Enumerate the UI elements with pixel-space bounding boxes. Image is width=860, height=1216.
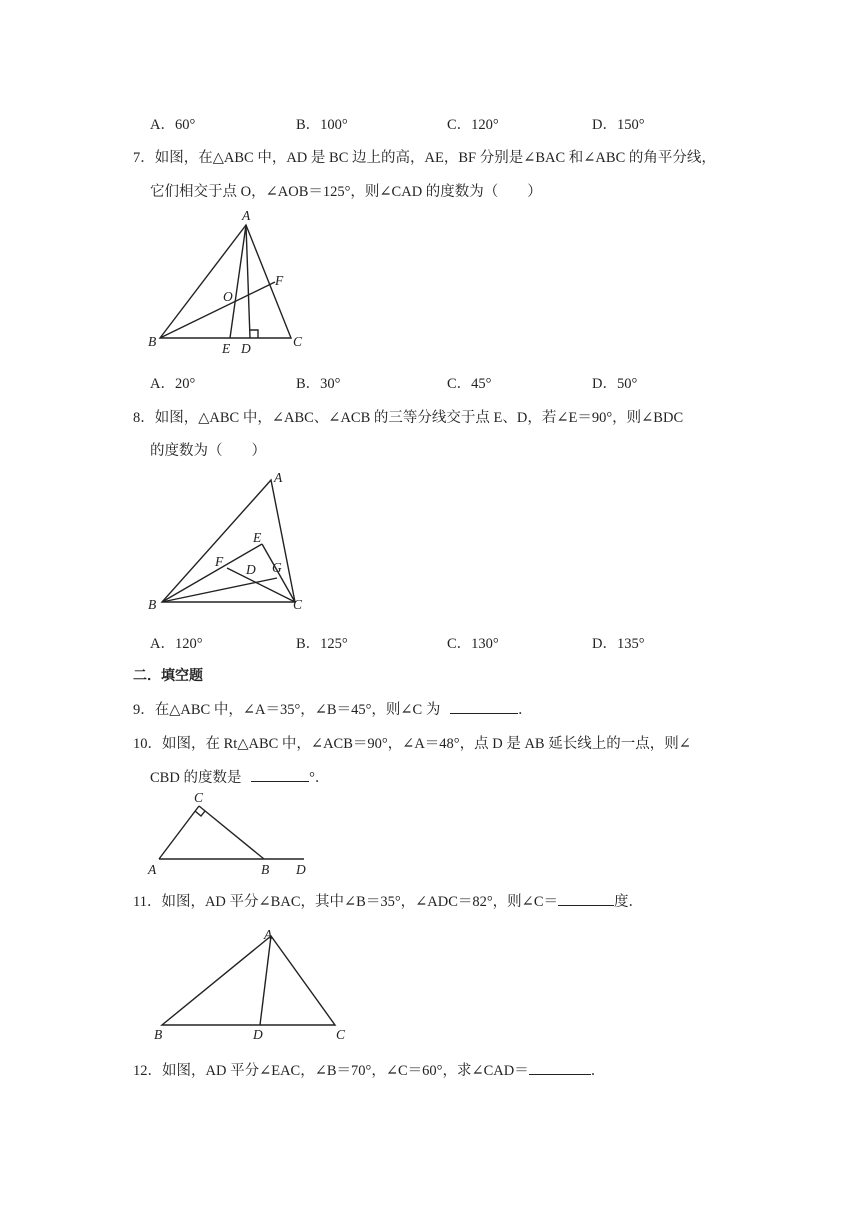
q8-label-d: D [246, 562, 256, 577]
q11-text: 11．如图，AD 平分∠BAC，其中∠B＝35°，∠ADC＝82°，则∠C＝ [133, 894, 558, 910]
q8-label-e: E [253, 530, 262, 545]
q10-right-angle-mark [195, 811, 205, 816]
q10-label-c: C [194, 790, 204, 805]
q6-option-c: C．120° [447, 117, 499, 133]
q6-option-b: B．100° [296, 117, 348, 133]
q8-figure [140, 465, 320, 615]
q7-text-line1: 7．如图，在△ABC 中，AD 是 BC 边上的高，AE，BF 分别是∠BAC 和∠ABC 的角平分线， [133, 150, 716, 166]
q8-label-g: G [272, 560, 282, 575]
q7-label-b: B [148, 334, 157, 349]
q10-text-prefix: CBD 的度数是 [150, 770, 242, 786]
q7-figure [140, 205, 340, 355]
q8-option-a: A．120° [150, 636, 203, 652]
q7-label-f: F [275, 273, 284, 288]
q7-option-d: D．50° [592, 376, 638, 392]
q9-answer-blank[interactable] [450, 701, 518, 714]
q9-text: 9．在△ABC 中，∠A＝35°，∠B＝45°，则∠C 为 [133, 702, 441, 718]
q7-option-b: B．30° [296, 376, 341, 392]
q10-figure [140, 790, 340, 882]
q11-triangle-abc [162, 936, 335, 1025]
q6-option-d: D．150° [592, 117, 645, 133]
q11-bisector-ad [260, 936, 271, 1025]
q7-label-e: E [222, 341, 231, 356]
q8-label-a: A [274, 470, 283, 485]
q10-side-ac [159, 806, 199, 859]
q10-suffix: °． [309, 770, 330, 786]
q10-label-d: D [296, 862, 306, 877]
q7-altitude-ad [246, 225, 250, 338]
q11-answer-blank[interactable] [558, 893, 614, 906]
q10-text-line2 [150, 766, 329, 787]
q12-answer-blank[interactable] [529, 1062, 591, 1075]
q10-label-a: A [148, 862, 157, 877]
q11-question [133, 890, 643, 911]
q11-label-d: D [253, 1027, 263, 1042]
q12-question [133, 1059, 605, 1080]
q11-suffix: 度． [614, 894, 643, 910]
q8-option-b: B．125° [296, 636, 348, 652]
q12-text: 12．如图，AD 平分∠EAC，∠B＝70°，∠C＝60°，求∠CAD＝ [133, 1063, 529, 1079]
q8-label-f: F [215, 554, 224, 569]
q7-right-angle-mark [250, 330, 258, 338]
q7-option-c: C．45° [447, 376, 492, 392]
q10-text-line1: 10．如图，在 Rt△ABC 中，∠ACB＝90°，∠A＝48°，点 D 是 AB 延长线上的一点，则∠ [133, 736, 691, 752]
q12-suffix: ． [590, 1063, 606, 1079]
q8-text-line2: 的度数为（ ） [150, 443, 266, 459]
q8-label-c: C [293, 597, 303, 612]
q7-text-line2: 它们相交于点 O，∠AOB＝125°，则∠CAD 的度数为（ ） [150, 184, 542, 200]
q9-suffix: ． [517, 702, 533, 718]
q7-triangle-abc [160, 225, 291, 338]
q7-label-c: C [293, 334, 303, 349]
q11-label-a: A [264, 927, 273, 942]
q11-label-c: C [336, 1027, 346, 1042]
q11-figure [140, 922, 360, 1047]
q9-question [133, 698, 532, 719]
q10-side-cb [199, 806, 264, 859]
q10-answer-blank[interactable] [251, 769, 309, 782]
q8-option-c: C．130° [447, 636, 499, 652]
q7-label-a: A [242, 208, 251, 223]
q7-label-d: D [241, 341, 251, 356]
q8-option-d: D．135° [592, 636, 645, 652]
q7-label-o: O [223, 289, 233, 304]
q7-option-a: A．20° [150, 376, 196, 392]
q8-triangle-abc [162, 480, 295, 602]
section-fill-in-title: 二．填空题 [133, 667, 203, 683]
q8-trisector-bd [162, 578, 277, 602]
q10-label-b: B [261, 862, 270, 877]
q8-label-b: B [148, 597, 157, 612]
q8-text-line1: 8．如图，△ABC 中，∠ABC、∠ACB 的三等分线交于点 E、D，若∠E＝90°，则∠BDC [133, 410, 684, 426]
q6-option-a: A．60° [150, 117, 196, 133]
q11-label-b: B [154, 1027, 163, 1042]
